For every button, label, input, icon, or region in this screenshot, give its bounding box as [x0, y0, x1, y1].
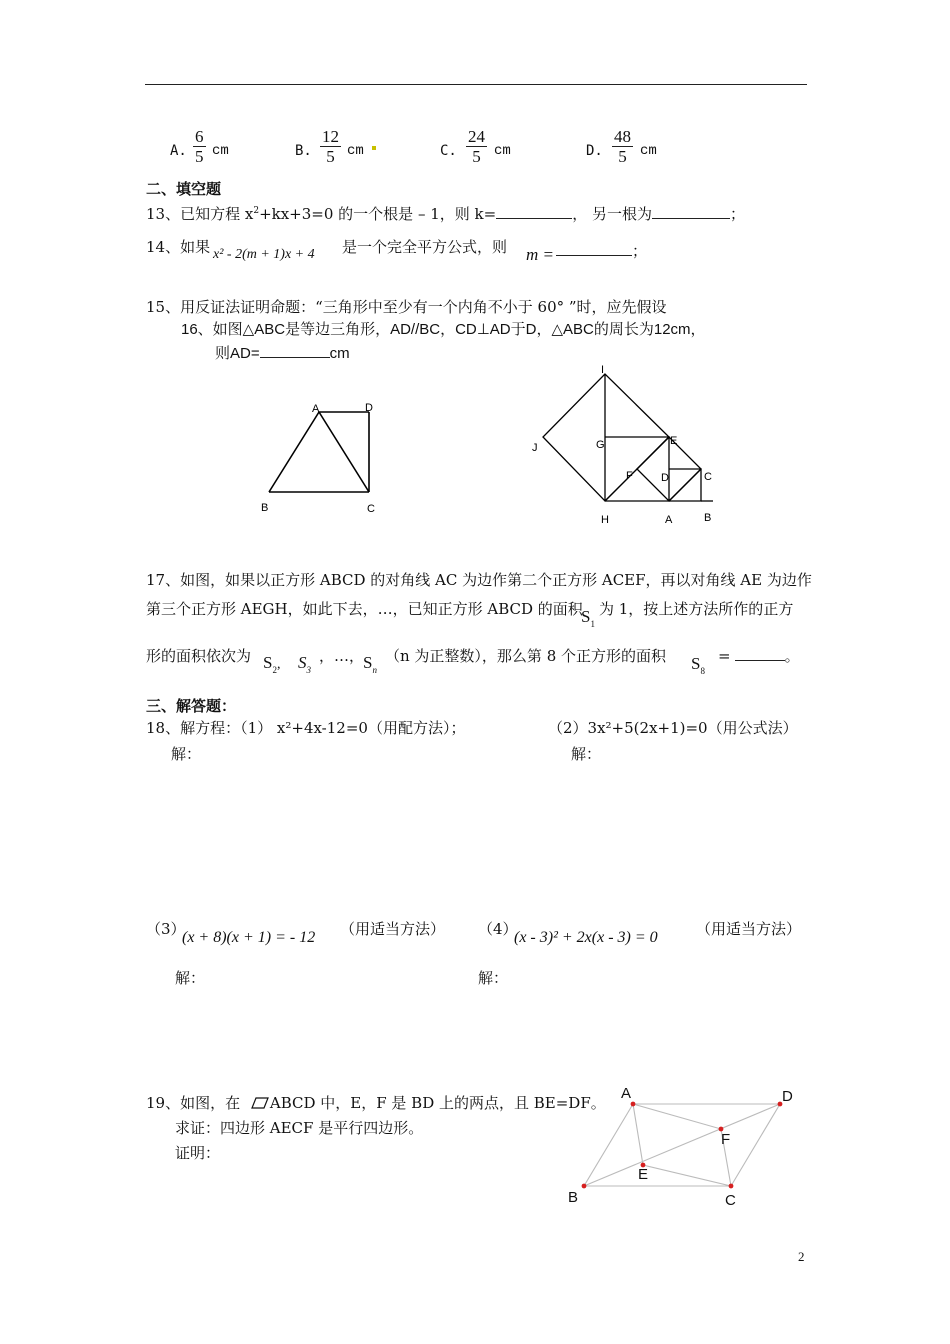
option-b-unit: cm	[347, 143, 364, 159]
question-16-line1: 16、如图△ABC是等边三角形，AD//BC，CD⊥AD于D，△ABC的周长为12cm，	[181, 321, 706, 338]
fig19-label-d: D	[782, 1088, 793, 1105]
fig19-label-e: E	[638, 1166, 649, 1183]
question-17-line3b: ，…，	[319, 647, 365, 665]
option-d-fraction	[612, 127, 633, 166]
fig16-edge-ac	[319, 412, 369, 492]
section-3-heading: 三、解答题：	[146, 697, 237, 715]
option-d-letter: D.	[586, 143, 603, 159]
q17-sn-sub: n	[372, 665, 377, 675]
q18-jie-3: 解：	[175, 969, 206, 987]
fig17-label-a: A	[665, 514, 673, 526]
q18-part3-equation: (x + 8)(x + 1) = - 12	[182, 929, 316, 946]
figure-19	[560, 1078, 805, 1208]
fig16-label-d: D	[365, 402, 373, 414]
question-17-line1: 17、如图，如果以正方形 ABCD 的对角线 AC 为边作第二个正方形 ACEF，再以对角线 AE 为边作	[146, 571, 812, 589]
fig19-diagonal-bd	[584, 1104, 780, 1186]
fig16-label-b: B	[261, 502, 269, 514]
q16-unit: cm	[329, 345, 350, 362]
section-2-heading: 二、填空题	[146, 180, 222, 198]
option-d-denominator: 5	[618, 147, 627, 166]
option-a-fraction	[193, 127, 206, 166]
option-c-letter: C.	[440, 143, 457, 159]
option-d-unit: cm	[640, 143, 657, 159]
q17-s3-symbol: S	[298, 653, 307, 672]
question-16-line2	[215, 342, 350, 363]
q17-blank[interactable]	[735, 660, 785, 661]
option-a-unit: cm	[212, 143, 229, 159]
option-d-numerator: 48	[614, 127, 631, 146]
q18-jie-2: 解：	[571, 745, 602, 763]
q18-jie-1: 解：	[171, 745, 202, 763]
q17-s2	[263, 653, 280, 675]
q17-end: 。	[784, 647, 800, 665]
q17-s1-symbol: S	[581, 607, 591, 626]
fig16-edge-ab	[269, 412, 319, 492]
q13-blank-root[interactable]	[652, 218, 730, 219]
q17-s2-symbol: S	[263, 653, 273, 672]
q18-part4-note: （用适当方法）	[696, 920, 802, 938]
fig17-label-h: H	[601, 514, 609, 526]
option-b-letter: B.	[295, 143, 312, 159]
fig17-label-i: I	[601, 364, 605, 376]
question-15: 15、用反证法证明命题：“三角形中至少有一个内角不小于 60° ”时，应先假设	[146, 298, 667, 316]
q14-end: ；	[632, 242, 648, 260]
fig19-point-c	[729, 1184, 734, 1189]
q14-number: 14、	[146, 238, 181, 256]
figure-16	[255, 395, 390, 520]
q17-equals: =	[718, 647, 731, 665]
option-c-denominator: 5	[472, 147, 481, 166]
fig19-point-a	[631, 1102, 636, 1107]
fig19-label-f: F	[721, 1131, 731, 1148]
q14-m-label: m =	[526, 245, 554, 264]
q19-text-b: ABCD 中，E，F 是 BD 上的两点，且 BE=DF。	[269, 1094, 606, 1112]
option-c-unit: cm	[494, 143, 511, 159]
question-17-line3a: 形的面积依次为	[146, 647, 252, 665]
fig16-label-a: A	[312, 403, 320, 415]
q17-answer	[718, 645, 800, 666]
q13-text-a: 已知方程 x	[180, 205, 254, 223]
header-rule	[145, 84, 807, 85]
q13-text-d: ；	[729, 205, 745, 223]
option-a-letter: A.	[170, 143, 187, 159]
q17-sn	[363, 653, 377, 675]
question-17-line2b: 为 1，按上述方法所作的正方	[599, 600, 794, 618]
option-b-numerator: 12	[322, 127, 339, 146]
question-17-line3c: （n 为正整数），那么第 8 个正方形的面积	[385, 647, 667, 665]
fig17-label-f: F	[626, 470, 633, 482]
q17-s3-sub: 3	[306, 665, 311, 675]
question-13	[146, 203, 745, 224]
option-a-numerator: 6	[195, 127, 204, 146]
figure-17	[528, 362, 728, 532]
fig17-label-j: J	[532, 442, 538, 454]
question-18-part1: 18、解方程：（1） x²+4x-12=0（用配方法）；	[146, 719, 466, 737]
option-b-denominator: 5	[326, 147, 335, 166]
fig17-label-d: D	[661, 472, 669, 484]
q13-blank-k[interactable]	[496, 218, 572, 219]
fig17-label-b: B	[704, 512, 712, 524]
q16-ad-label: 则AD=	[215, 345, 260, 362]
question-19-line3: 证明：	[175, 1144, 221, 1162]
fig19-label-c: C	[725, 1192, 736, 1208]
fig19-point-b	[582, 1184, 587, 1189]
q18-part3-number: （3）	[146, 920, 186, 938]
option-a-denominator: 5	[195, 147, 204, 166]
parallelogram-icon	[251, 1097, 269, 1109]
q17-s1-sub: 1	[590, 619, 595, 629]
q13-sup: 2	[253, 206, 260, 216]
question-19-line1	[146, 1092, 606, 1113]
q13-text-b: +kx+3=0 的一个根是 – 1，则 k=	[259, 205, 497, 223]
q14-blank-wrap	[556, 238, 647, 261]
fig19-label-b: B	[568, 1189, 579, 1206]
q17-s3	[298, 653, 311, 675]
q17-s1	[581, 607, 595, 629]
q17-sn-symbol: S	[363, 653, 373, 672]
question-19-line2: 求证：四边形 AECF 是平行四边形。	[175, 1119, 424, 1137]
q18-jie-4: 解：	[478, 969, 509, 987]
q14-text-a: 如果	[180, 238, 211, 256]
q14-blank[interactable]	[556, 238, 632, 256]
q13-number: 13、	[146, 205, 181, 223]
q14-text-b: 是一个完全平方公式，则	[342, 238, 508, 256]
q18-part4-equation: (x - 3)² + 2x(x - 3) = 0	[514, 929, 658, 946]
q18-part4-number: （4）	[478, 920, 518, 938]
fig17-label-e: E	[670, 435, 678, 447]
option-b-fraction	[320, 127, 341, 166]
q19-text-a: 19、如图，在	[146, 1094, 241, 1112]
q17-comma: ,	[276, 657, 281, 672]
q17-s2-sub: 2	[272, 665, 277, 675]
fig19-label-a: A	[621, 1085, 632, 1102]
fig17-diagonal-ac	[669, 469, 701, 501]
question-18-part2: （2）3x²+5(2x+1)=0（用公式法）	[548, 719, 798, 737]
fig17-label-c: C	[704, 471, 712, 483]
question-14	[146, 236, 210, 257]
q17-s8-symbol: S	[691, 654, 701, 673]
q14-expression: x² - 2(m + 1)x + 4	[213, 247, 315, 262]
question-17-line2a: 第三个正方形 AEGH，如此下去，…，已知正方形 ABCD 的面积	[146, 600, 583, 618]
page-number: 2	[798, 1249, 805, 1264]
q18-part3-note: （用适当方法）	[340, 920, 446, 938]
fig16-label-c: C	[367, 503, 375, 515]
q16-blank[interactable]	[260, 357, 330, 358]
q17-s8-sub: 8	[700, 666, 705, 676]
option-c-numerator: 24	[468, 127, 485, 146]
fig17-label-g: G	[596, 439, 605, 451]
q17-s8	[691, 654, 705, 676]
option-c-fraction	[466, 127, 487, 166]
dot-mark	[372, 146, 376, 150]
q13-text-c: ， 另一根为	[572, 205, 652, 223]
